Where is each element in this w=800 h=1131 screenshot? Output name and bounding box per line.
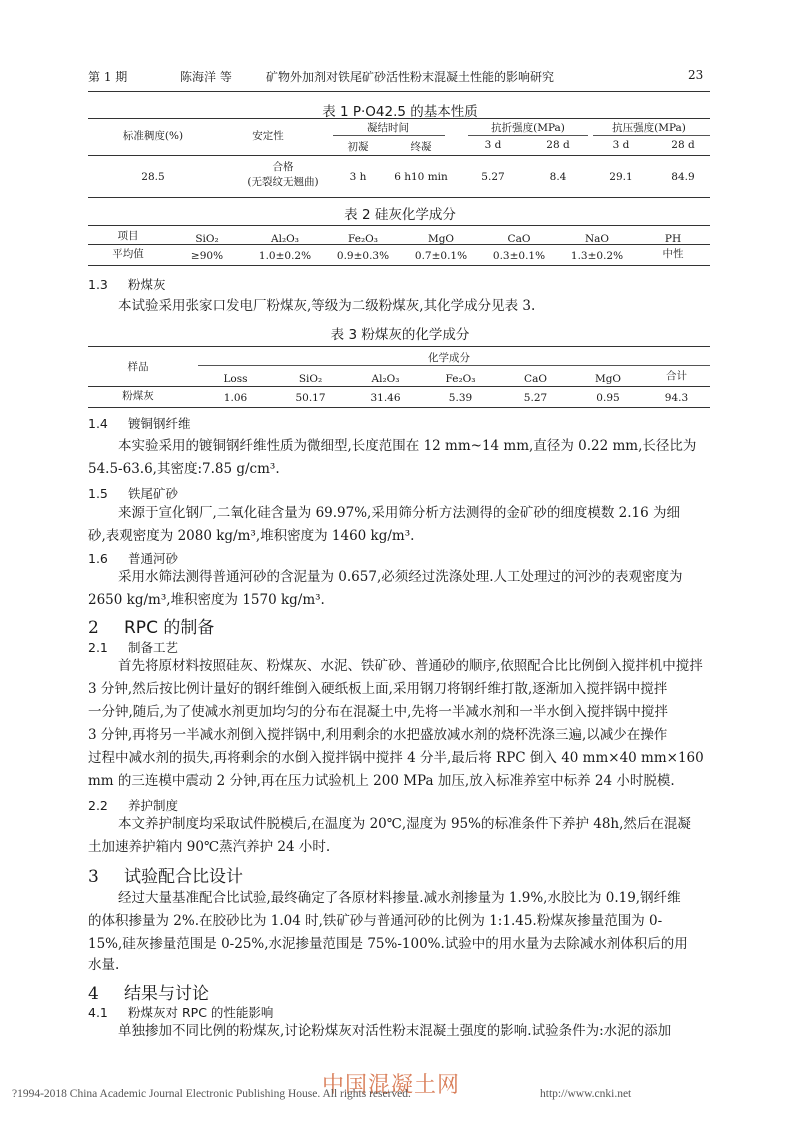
site-watermark: 中国混凝土网 bbox=[322, 1073, 461, 1098]
table3-h-sio2: SiO₂ bbox=[298, 373, 323, 385]
table1-sub-flex3: 3 d bbox=[484, 139, 502, 151]
section-1-4-line: 54.5-63.6,其密度:7.85 g/cm³. bbox=[88, 461, 280, 477]
table1-consistency: 28.5 bbox=[141, 171, 165, 183]
section-4-1-line: 单独掺加不同比例的粉煤灰,讨论粉煤灰对活性粉末混凝土强度的影响.试验条件为:水泥的添加 bbox=[118, 1023, 672, 1039]
table1-header-soundness: 安定性 bbox=[252, 130, 284, 142]
table1-sub-rule bbox=[333, 135, 445, 136]
section-title: RPC 的制备 bbox=[124, 618, 215, 638]
table3-h-sample: 样品 bbox=[127, 361, 149, 373]
section-number: 1.5 bbox=[88, 486, 108, 501]
table3-al2o3: 31.46 bbox=[370, 392, 401, 404]
table1-header-compressive: 抗压强度(MPa) bbox=[612, 122, 686, 134]
section-2-1-line: 一分钟,随后,为了使减水剂更加均匀的分布在混凝土中,先将一半减水剂和一半水倒入搅拌锅中搅拌 bbox=[88, 704, 668, 720]
table1-soundness: 合格 bbox=[272, 161, 294, 173]
section-number: 3 bbox=[88, 867, 99, 887]
table2-bottom-rule bbox=[88, 265, 710, 266]
table3-h-al2o3: Al₂O₃ bbox=[371, 373, 400, 385]
table1-comp28: 84.9 bbox=[671, 171, 695, 183]
table1-final: 6 h10 min bbox=[394, 171, 448, 183]
table2-fe2o3: 0.9±0.3% bbox=[336, 250, 390, 262]
table3-mid-rule bbox=[88, 386, 710, 387]
issue-number: 第 1 期 bbox=[88, 70, 128, 84]
section-title: 结果与讨论 bbox=[124, 984, 209, 1004]
table1-sub-initial: 初凝 bbox=[347, 141, 369, 153]
section-1-4-heading bbox=[88, 414, 191, 432]
table2-h-mgo: MgO bbox=[427, 233, 455, 245]
table2-top-rule bbox=[88, 225, 710, 226]
section-3-line: 经过大量基准配合比试验,最终确定了各原材料掺量.减水剂掺量为 1.9%,水胶比为 0.19,钢纤维 bbox=[118, 890, 681, 906]
section-number: 2.1 bbox=[88, 640, 108, 655]
table3-fe2o3: 5.39 bbox=[448, 392, 473, 404]
section-2-2-heading bbox=[88, 796, 178, 814]
section-number: 4.1 bbox=[88, 1005, 108, 1020]
section-1-3-heading bbox=[88, 275, 166, 293]
table1-header-setting: 凝结时间 bbox=[367, 122, 409, 134]
table3 bbox=[88, 346, 710, 408]
table3-caption: 表 3 粉煤灰的化学成分 bbox=[330, 327, 470, 343]
page-number: 23 bbox=[688, 68, 704, 82]
section-2-1-line: 3 分钟,然后按比例计量好的钢纤维倒入硬纸板上面,采用钢刀将钢纤维打散,逐渐加入搅拌锅中搅拌 bbox=[88, 681, 668, 697]
table2-h-cao: CaO bbox=[507, 233, 531, 245]
table2-al2o3: 1.0±0.2% bbox=[258, 250, 312, 262]
table2-h-ph: PH bbox=[664, 233, 682, 245]
section-title: 镀铜钢纤维 bbox=[128, 416, 191, 431]
table1-header-flexural: 抗折强度(MPa) bbox=[491, 122, 565, 134]
table1-initial: 3 h bbox=[349, 171, 367, 183]
table3-h-cao: CaO bbox=[524, 373, 547, 385]
table2-h-item: 项目 bbox=[117, 230, 139, 242]
table1-sub-comp3: 3 d bbox=[612, 139, 630, 151]
table3-h-total: 合计 bbox=[666, 370, 687, 382]
section-1-6-line: 2650 kg/m³,堆积密度为 1570 kg/m³. bbox=[88, 592, 325, 608]
section-title: 铁尾矿砂 bbox=[128, 486, 179, 501]
section-3-heading bbox=[88, 862, 243, 887]
section-title: 养护制度 bbox=[128, 798, 179, 813]
cnki-url[interactable]: http://www.cnki.net bbox=[540, 1088, 632, 1100]
section-number: 2 bbox=[88, 618, 99, 638]
section-4-heading bbox=[88, 979, 209, 1004]
table2-sio2: ≥90% bbox=[190, 250, 224, 262]
section-2-1-line: 过程中减水剂的损失,再将剩余的水倒入搅拌锅中搅拌 4 分半,最后将 RPC 倒入 40 mm×40 mm×160 bbox=[88, 750, 704, 766]
section-2-2-line: 本文养护制度均采取试件脱模后,在温度为 20℃,湿度为 95%的标准条件下养护 48h,然后在混凝 bbox=[118, 816, 691, 832]
section-3-line: 15%,硅灰掺量范围是 0-25%,水泥掺量范围是 75%-100%.试验中的用水量为去除减水剂体积后的用 bbox=[88, 936, 688, 952]
section-number: 1.6 bbox=[88, 551, 108, 566]
table2-row-label: 平均值 bbox=[112, 248, 144, 260]
table2-cao: 0.3±0.1% bbox=[492, 250, 546, 262]
table3-sub-rule bbox=[198, 365, 710, 366]
table2-ph: 中性 bbox=[662, 248, 684, 260]
section-title: 粉煤灰 bbox=[128, 277, 166, 292]
section-2-2-line: 土加速养护箱内 90℃蒸汽养护 24 小时. bbox=[88, 839, 331, 855]
table2-nao: 1.3±0.2% bbox=[570, 250, 624, 262]
table1-sub-comp28: 28 d bbox=[671, 139, 695, 151]
section-1-6-line: 采用水筛法测得普通河砂的含泥量为 0.657,必须经过洗涤处理.人工处理过的河沙的表观密度为 bbox=[118, 569, 683, 585]
table3-h-mgo: MgO bbox=[594, 373, 622, 385]
section-2-1-line: 3 分钟,再将另一半减水剂倒入搅拌锅中,利用剩余的水把盛放减水剂的烧杯洗涤三遍,以减少在操作 bbox=[88, 727, 668, 743]
section-number: 1.3 bbox=[88, 277, 108, 292]
section-number: 2.2 bbox=[88, 798, 108, 813]
table3-cao: 5.27 bbox=[523, 392, 548, 404]
table3-total: 94.3 bbox=[664, 392, 689, 404]
table1-mid-rule bbox=[88, 155, 710, 156]
table3-h-group: 化学成分 bbox=[428, 352, 470, 364]
table1-sub-rule bbox=[593, 135, 710, 136]
table1-caption: 表 1 P·O42.5 的基本性质 bbox=[322, 104, 478, 120]
table1-soundness-note: (无裂纹无翘曲) bbox=[247, 176, 319, 188]
table1-header-consistency: 标准稠度(%) bbox=[122, 130, 184, 142]
table1-flex28: 8.4 bbox=[549, 171, 567, 183]
table1-top-rule bbox=[88, 118, 710, 119]
table1-flex3: 5.27 bbox=[481, 171, 505, 183]
section-number: 1.4 bbox=[88, 416, 108, 431]
table2-h-sio2: SiO₂ bbox=[195, 233, 219, 245]
table2-mid-rule bbox=[88, 244, 710, 245]
table3-bottom-rule bbox=[88, 407, 710, 408]
table1-sub-flex28: 28 d bbox=[546, 139, 570, 151]
header-rule bbox=[88, 91, 710, 92]
table2-h-al2o3: Al₂O₃ bbox=[271, 233, 299, 245]
section-title: 制备工艺 bbox=[128, 640, 179, 655]
table1-comp3: 29.1 bbox=[609, 171, 633, 183]
section-1-6-heading bbox=[88, 549, 178, 567]
section-1-5-line: 砂,表观密度为 2080 kg/m³,堆积密度为 1460 kg/m³. bbox=[88, 528, 415, 544]
section-number: 4 bbox=[88, 984, 99, 1004]
section-title: 普通河砂 bbox=[128, 551, 179, 566]
section-2-heading bbox=[88, 613, 214, 638]
table3-h-fe2o3: Fe₂O₃ bbox=[445, 373, 476, 385]
table2-h-fe2o3: Fe₂O₃ bbox=[348, 233, 378, 245]
table2-mgo: 0.7±0.1% bbox=[414, 250, 468, 262]
table2-h-nao: NaO bbox=[584, 233, 610, 245]
section-1-5-heading bbox=[88, 484, 178, 502]
table3-loss: 1.06 bbox=[223, 392, 248, 404]
section-4-1-heading bbox=[88, 1003, 273, 1021]
section-2-1-line: 首先将原材料按照硅灰、粉煤灰、水泥、铁矿砂、普通砂的顺序,依照配合比比例倒入搅拌机中搅拌 bbox=[118, 658, 703, 674]
section-3-line: 水量. bbox=[88, 957, 120, 973]
table2-caption: 表 2 硅灰化学成分 bbox=[344, 207, 456, 223]
section-1-4-line: 本实验采用的镀铜钢纤维性质为微细型,长度范围在 12 mm~14 mm,直径为 0.22 mm,长径比为 bbox=[118, 438, 697, 454]
section-2-1-line: mm 的三连模中震动 2 分钟,再在压力试验机上 200 MPa 加压,放入标准养室中标养 24 小时脱模. bbox=[88, 773, 675, 789]
section-3-line: 的体积掺量为 2%.在胶砂比为 1.04 时,铁矿砂与普通河砂的比例为 1:1.45.粉煤灰掺量范围为 0- bbox=[88, 913, 663, 929]
section-title: 试验配合比设计 bbox=[124, 867, 243, 887]
table1-bottom-rule bbox=[88, 197, 710, 198]
authors: 陈海洋 等 bbox=[180, 70, 232, 84]
section-1-5-line: 来源于宣化钢厂,二氧化硅含量为 69.97%,采用筛分析方法测得的金矿砂的细度模数 2.16 为细 bbox=[118, 505, 680, 521]
table3-mgo: 0.95 bbox=[596, 392, 620, 404]
table3-row-label: 粉煤灰 bbox=[122, 390, 154, 402]
table1-sub-final: 终凝 bbox=[410, 141, 432, 153]
copyright-text: ?1994-2018 China Academic Journal Electronic Publishing House. All rights reserved. bbox=[12, 1088, 411, 1100]
table3-h-loss: Loss bbox=[223, 373, 248, 385]
table2 bbox=[88, 225, 710, 267]
article-title: 矿物外加剂对铁尾矿砂活性粉末混凝土性能的影响研究 bbox=[266, 70, 555, 84]
table1-sub-rule bbox=[468, 135, 588, 136]
section-title: 粉煤灰对 RPC 的性能影响 bbox=[128, 1005, 274, 1020]
section-1-3-text: 本试验采用张家口发电厂粉煤灰,等级为二级粉煤灰,其化学成分见表 3. bbox=[118, 298, 536, 314]
table3-top-rule bbox=[88, 346, 710, 347]
table3-sio2: 50.17 bbox=[295, 392, 326, 404]
section-2-1-heading bbox=[88, 638, 178, 656]
table1 bbox=[88, 118, 710, 198]
